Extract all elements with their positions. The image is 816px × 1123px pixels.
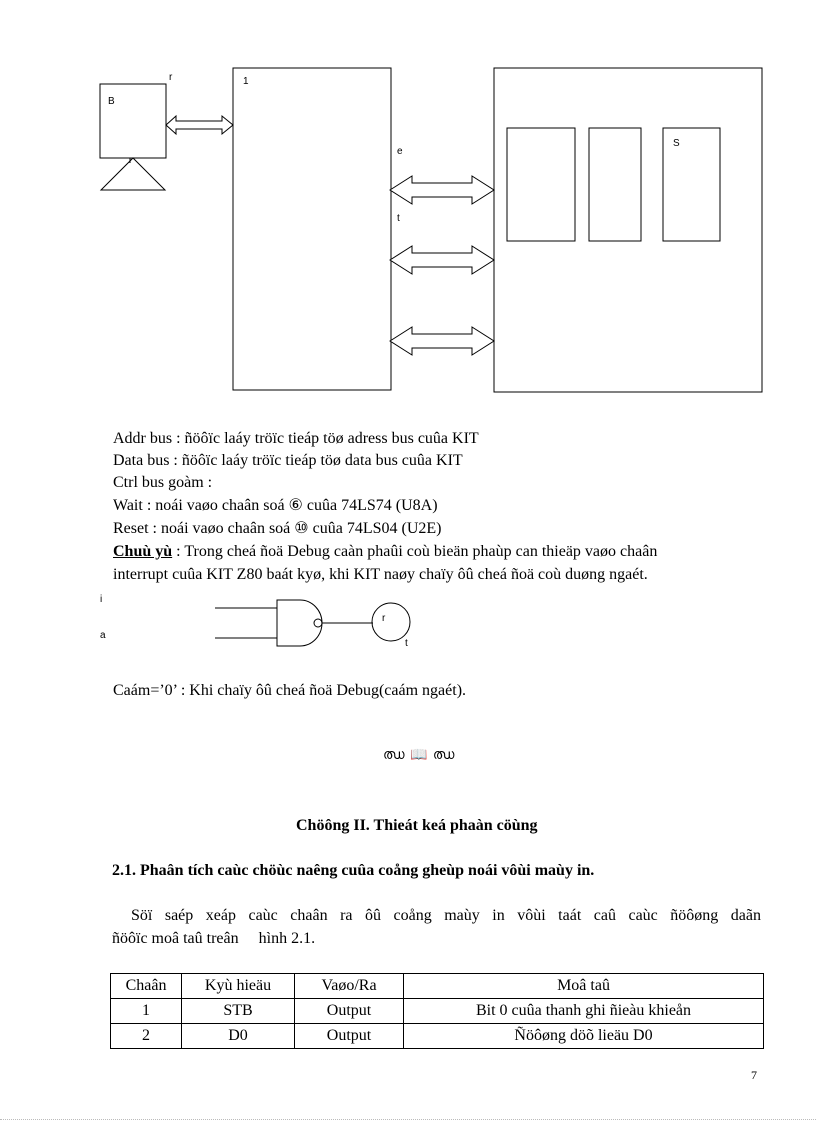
- cam-line: Caám=’0’ : Khi chaïy ôû cheá ñoä Debug(caám ngaét).: [113, 682, 467, 699]
- ctrl-bus-line: Ctrl bus goàm :: [113, 474, 213, 491]
- gate-label-i: i: [100, 594, 103, 605]
- inner-box-3: [663, 128, 720, 241]
- pin-table: [110, 973, 764, 1049]
- table-header-row: [111, 974, 764, 999]
- monitor-link-arrow: [166, 116, 233, 134]
- label-r: r: [169, 72, 173, 83]
- table-row: [111, 1024, 764, 1049]
- cell-symbol: D0: [182, 1024, 295, 1049]
- section-title: 2.1. Phaân tích caùc chöùc naêng cuûa coång gheùp noái vôùi maùy in.: [112, 862, 595, 879]
- inner-box-2: [589, 128, 641, 241]
- chapter-title: Chöông II. Thieát keá phaàn cöùng: [296, 817, 538, 834]
- label-e: e: [397, 146, 403, 157]
- cell-io: Output: [295, 999, 404, 1024]
- target-circle: [372, 603, 410, 641]
- wait-line: Wait : noái vaøo chaân soá ⑥ cuûa 74LS74 (U8A): [113, 497, 438, 514]
- monitor-stand: [101, 158, 165, 190]
- cell-desc: Bit 0 cuûa thanh ghi ñieàu khieån: [404, 999, 764, 1024]
- paragraph-line-1: Söï saép xeáp caùc chaân ra ôû coång maùy in vôùi taát caû caùc ñöôøng daãn: [131, 907, 761, 924]
- reset-line: Reset : noái vaøo chaân soá ⑩ cuûa 74LS04 (U2E): [113, 520, 442, 537]
- right-box: [494, 68, 762, 392]
- data-bus-line: Data bus : ñöôïc laáy tröïc tieáp töø data bus cuûa KIT: [113, 452, 463, 469]
- cell-pin: 2: [111, 1024, 182, 1049]
- nand-bubble: [314, 619, 322, 627]
- col-header-pin: Chaân: [111, 974, 182, 999]
- bus-arrow-2: [390, 246, 494, 274]
- nand-gate: [277, 600, 322, 646]
- note-label: Chuù yù: [113, 543, 173, 560]
- page-number: 7: [751, 1068, 757, 1082]
- cell-pin: 1: [111, 999, 182, 1024]
- col-header-io: Vaøo/Ra: [295, 974, 404, 999]
- main-box: [233, 68, 391, 390]
- note-line-2: interrupt cuûa KIT Z80 baát kyø, khi KIT naøy chaïy ôû cheá ñoä coù duøng ngaét.: [113, 566, 648, 583]
- cell-desc: Ñöôøng döõ lieäu D0: [404, 1024, 764, 1049]
- cell-io: Output: [295, 1024, 404, 1049]
- bus-arrow-3: [390, 327, 494, 355]
- note-text: : Trong cheá ñoä Debug caàn phaûi coù bieän phaùp can thieäp vaøo chaân: [172, 543, 658, 560]
- label-s: S: [673, 138, 680, 149]
- label-1: 1: [243, 76, 249, 87]
- col-header-desc: Moâ taû: [404, 974, 764, 999]
- ornament: ഝ 📖 ഝ: [383, 748, 456, 763]
- inner-box-1: [507, 128, 575, 241]
- label-b: B: [108, 96, 115, 107]
- table-row: [111, 999, 764, 1024]
- gate-label-a: a: [100, 630, 106, 641]
- label-t: t: [397, 213, 400, 224]
- addr-bus-line: Addr bus : ñöôïc laáy tröïc tieáp töø adress bus cuûa KIT: [113, 430, 479, 447]
- gate-label-t: t: [405, 638, 408, 649]
- cell-symbol: STB: [182, 999, 295, 1024]
- paragraph-line-2: ñöôïc moâ taû treân hình 2.1.: [112, 930, 316, 947]
- page-bottom-divider: [0, 1119, 816, 1120]
- gate-label-r: r: [382, 613, 386, 624]
- bus-arrow-1: [390, 176, 494, 204]
- col-header-symbol: Kyù hieäu: [182, 974, 295, 999]
- note-line: [113, 542, 657, 562]
